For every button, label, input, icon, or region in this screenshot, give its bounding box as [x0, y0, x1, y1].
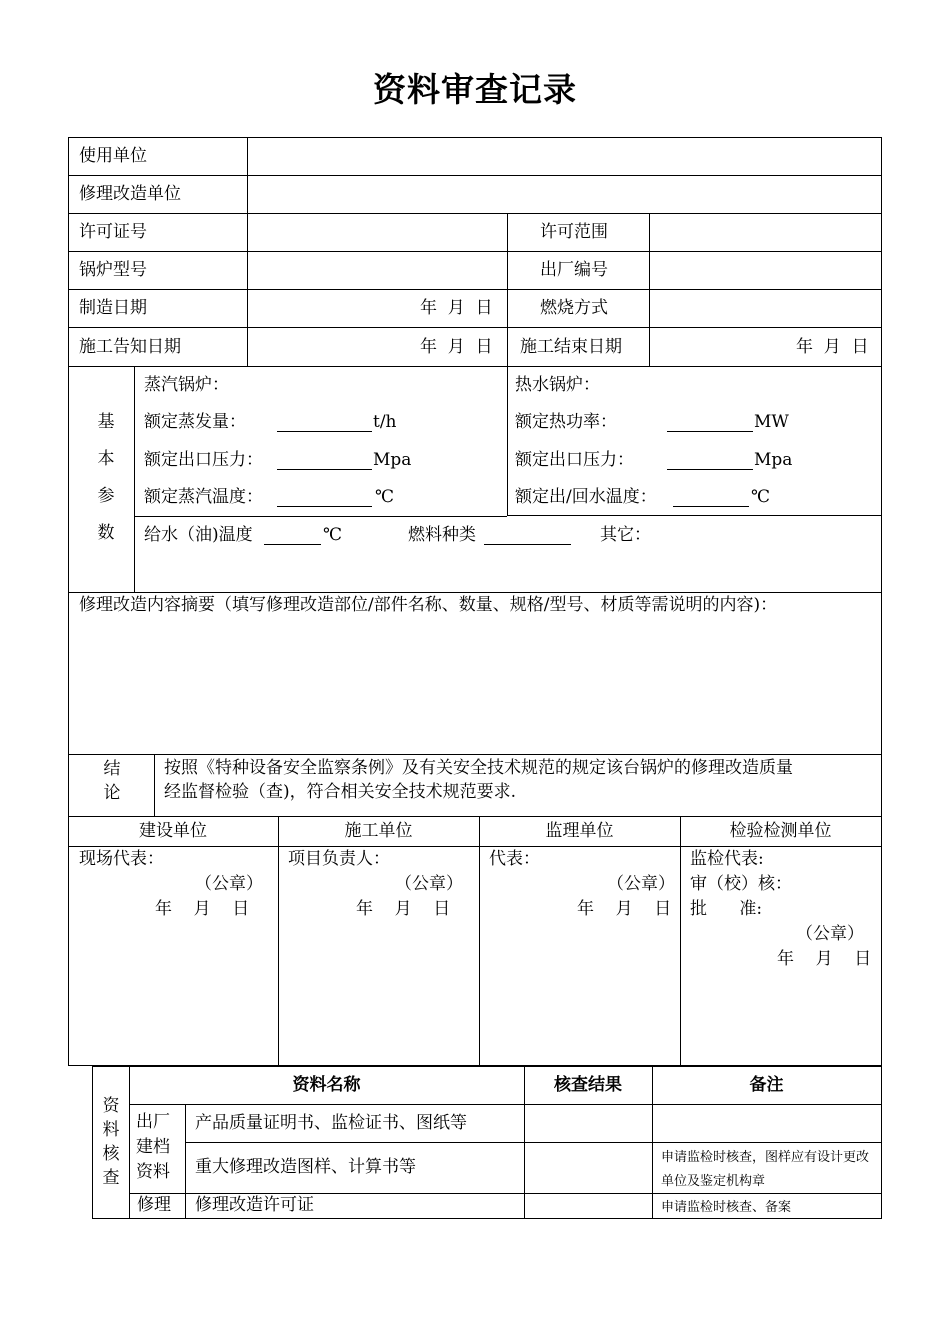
notice-date-label: 施工告知日期 — [79, 337, 181, 357]
builder-seal: （公章） — [395, 874, 463, 894]
approve-label: 批 准: — [690, 899, 763, 919]
page-title: 资料审查记录 — [373, 70, 577, 109]
group-repair-label: 修理 — [137, 1195, 171, 1215]
hot-water-boiler-header: 热水锅炉： — [515, 375, 600, 395]
supervisor-seal: （公章） — [607, 874, 675, 894]
hot-temp-blank[interactable] — [673, 488, 749, 507]
builder-unit-header: 施工单位 — [344, 821, 413, 841]
col-name-header: 资料名称 — [292, 1075, 361, 1095]
review-label: 审（校）核： — [690, 874, 792, 894]
other-label: 其它： — [600, 525, 651, 545]
manufacture-date-label: 制造日期 — [79, 298, 147, 318]
project-lead-label: 项目负责人： — [288, 849, 390, 869]
summary-label: 修理改造内容摘要（填写修理改造部位/部件名称、数量、规格/型号、材质等需说明的内容)： — [79, 595, 778, 615]
construction-unit-header: 建设单位 — [139, 821, 207, 841]
hot-power-blank[interactable] — [667, 413, 753, 432]
construction-seal: （公章） — [195, 874, 263, 894]
hot-pressure-blank[interactable] — [667, 451, 753, 470]
steam-capacity-blank[interactable] — [277, 413, 372, 432]
end-date-label: 施工结束日期 — [520, 337, 622, 357]
item-name-3: 修理改造许可证 — [195, 1195, 314, 1215]
supervisor-date: 年 月 日 — [577, 899, 672, 919]
end-date-value: 年 月 日 — [796, 337, 869, 357]
review-section-label: 资料核查 — [102, 1096, 120, 1188]
conclusion-label: 结论 — [103, 759, 121, 803]
rep-label: 代表： — [489, 849, 540, 869]
item-note-2: 申请监检时核查，图样应有设计更改单位及鉴定机构章 — [661, 1150, 870, 1189]
feed-temp-blank[interactable] — [264, 526, 321, 545]
col-result-header: 核查结果 — [554, 1075, 622, 1095]
hot-pressure-unit: Mpa — [754, 450, 793, 470]
fuel-type-label: 燃料种类 — [408, 525, 476, 545]
conclusion-line-1: 按照《特种设备安全监察条例》及有关安全技术规范的规定该台锅炉的修理改造质量 — [164, 758, 793, 778]
factory-no-label: 出厂编号 — [540, 260, 608, 280]
inspection-unit-header: 检验检测单位 — [729, 821, 832, 841]
combustion-mode-label: 燃烧方式 — [540, 298, 608, 318]
hot-power-label: 额定热功率： — [515, 412, 617, 432]
params-section-label: 基本参数 — [97, 412, 115, 543]
site-rep-label: 现场代表： — [79, 849, 164, 869]
boiler-model-label: 锅炉型号 — [79, 260, 147, 280]
steam-capacity-unit: t/h — [373, 412, 397, 432]
notice-date-value: 年 月 日 — [420, 337, 493, 357]
group-factory-label: 出厂建档资料 — [136, 1112, 170, 1182]
steam-pressure-unit: Mpa — [373, 450, 412, 470]
builder-date: 年 月 日 — [356, 899, 451, 919]
inspect-rep-label: 监检代表: — [690, 849, 764, 869]
inspection-seal: （公章） — [796, 924, 864, 944]
hot-temp-unit: ℃ — [751, 487, 771, 507]
inspection-date: 年 月 日 — [777, 949, 872, 969]
feed-temp-label: 给水（油)温度 — [144, 525, 253, 545]
item-name-1: 产品质量证明书、监检证书、图纸等 — [195, 1113, 467, 1133]
steam-temp-unit: ℃ — [375, 487, 395, 507]
license-no-label: 许可证号 — [79, 222, 147, 242]
supervisor-unit-header: 监理单位 — [545, 821, 614, 841]
steam-boiler-header: 蒸汽锅炉： — [144, 375, 229, 395]
steam-temp-blank[interactable] — [277, 488, 372, 507]
construction-date: 年 月 日 — [155, 899, 250, 919]
user-unit-label: 使用单位 — [79, 146, 147, 166]
steam-temp-label: 额定蒸汽温度： — [144, 487, 263, 507]
steam-pressure-label: 额定出口压力： — [144, 450, 263, 470]
license-scope-label: 许可范围 — [540, 222, 608, 242]
hot-power-unit: MW — [754, 412, 789, 432]
steam-capacity-label: 额定蒸发量： — [144, 412, 246, 432]
steam-pressure-blank[interactable] — [277, 451, 372, 470]
item-name-2: 重大修理改造图样、计算书等 — [195, 1157, 416, 1177]
repair-unit-label: 修理改造单位 — [79, 184, 181, 204]
hot-temp-label: 额定出/回水温度： — [515, 487, 657, 507]
feed-temp-unit: ℃ — [323, 525, 343, 545]
fuel-type-blank[interactable] — [484, 526, 571, 545]
hot-pressure-label: 额定出口压力： — [515, 450, 634, 470]
manufacture-date-value: 年 月 日 — [420, 298, 493, 318]
item-note-3: 申请监检时核查、备案 — [661, 1200, 792, 1215]
conclusion-line-2: 经监督检验（查)，符合相关安全技术规范要求. — [164, 782, 517, 802]
col-note-header: 备注 — [749, 1075, 784, 1095]
